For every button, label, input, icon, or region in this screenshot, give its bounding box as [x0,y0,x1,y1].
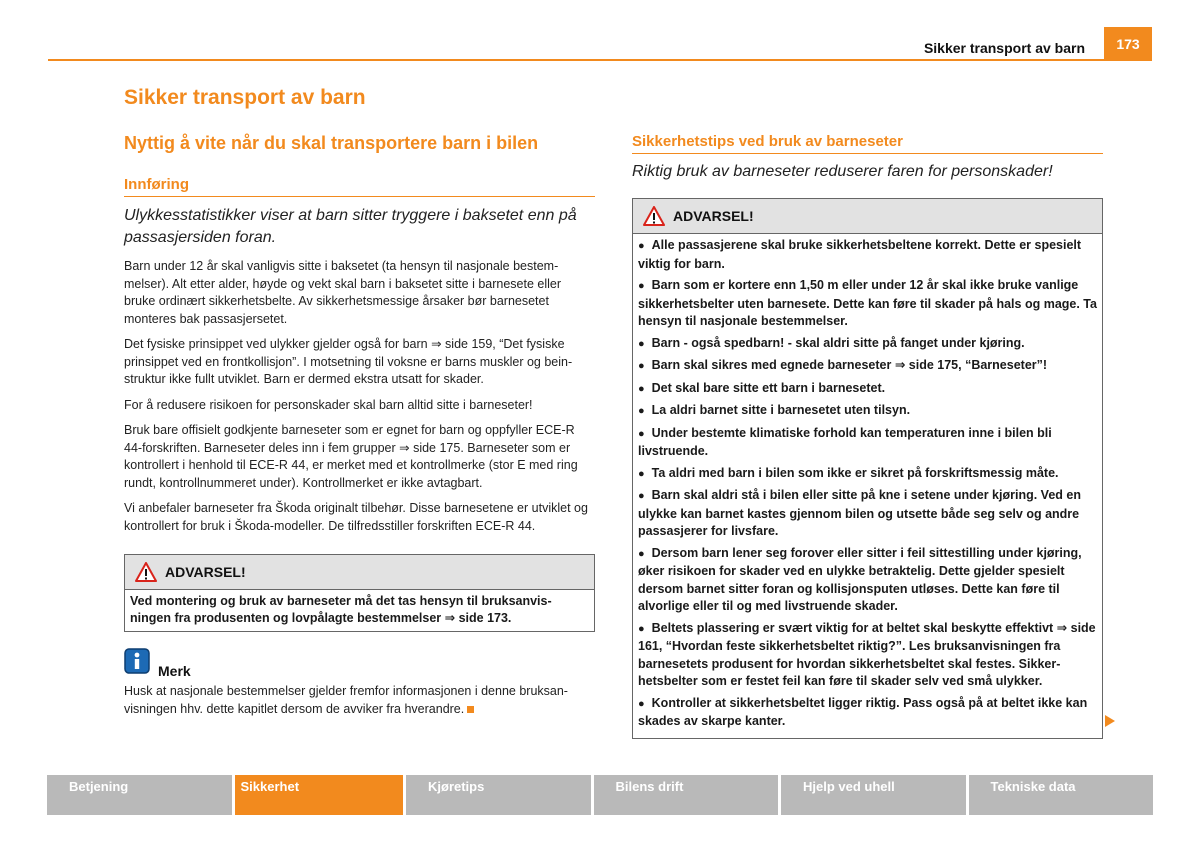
tips-lead: Riktig bruk av barneseter reduserer faren for personskader! [632,163,1053,180]
warning-text: Ved montering og bruk av barneseter må det tas hensyn til bruksanvis-ningen fra produsenten og lovpålagte bestemmelser ⇒ side 173. [130,594,552,625]
warning-title: ADVARSEL! [165,564,246,580]
nav-tab-betjening[interactable]: Betjening [47,775,232,815]
warning-list-item: ● Barn skal sikres med egnede barneseter ⇒ side 175, “Barneseter”! [638,357,1097,376]
nav-tab-hjelp-ved-uhell[interactable]: Hjelp ved uhell [781,775,966,815]
triangle-right-icon [1104,714,1116,733]
header-rule [48,59,1104,61]
end-marker-icon [467,706,474,713]
warning-list [633,234,1102,738]
note-text-block [124,683,595,718]
nav-tab-sikkerhet[interactable]: Sikkerhet [235,775,404,815]
warning-list-item: ● Under bestemte klimatiske forhold kan temperaturen inne i bilen bli livstruende. [638,425,1097,461]
warning-triangle-icon [643,206,665,226]
running-title: Sikker transport av barn [923,40,1085,56]
warning-list-item: ● Ta aldri med barn i bilen som ikke er sikret på forskriftsmessig måte. [638,465,1097,484]
warning-title: ADVARSEL! [673,208,754,224]
right-warning-box [632,198,1103,739]
left-warning-box [124,554,595,632]
intro-heading: Innføring [124,176,595,197]
warning-list-item: ● Kontroller at sikkerhetsbeltet ligger riktig. Pass også på at beltet ikke kan skades av skarpe kanter. [638,695,1097,731]
warning-header [125,555,594,590]
warning-header [633,199,1102,234]
intro-paragraph: Det fysiske prinsippet ved ulykker gjelder også for barn ⇒ side 159, “Det fysiske prinsippet ved en frontkollisjon”. I motsetning til voksne er barns muskler og bein-struktur ikke fullt utviklet. Barn er dermed ekstra utsatt for skader. [124,337,573,386]
footer-nav [47,775,1153,815]
intro-paragraph: For å redusere risikoen for personskader skal barn alltid sitte i barneseter! [124,397,533,412]
page-number: 173 [1104,27,1152,61]
warning-list-item: ● Barn skal aldri stå i bilen eller sitte på kne i setene under kjøring. Ved en ulykke kan barnet kastes gjennom bilen og utsette både seg selv og andre passasjerer for livsfare. [638,487,1097,541]
intro-paragraph: Barn under 12 år skal vanligvis sitte i baksetet (ta hensyn til nasjonale bestem-melser). Alt etter alder, høyde og vekt skal barn i baksetet sitte i barnesete eller bruke ordinært sikkerhetsbelte. Av sikkerhetsmessige årsaker bør barnesetet monteres bak passasjersetet. [124,259,562,326]
nav-tab-kjoretips[interactable]: Kjøretips [406,775,591,815]
note-title: Merk [158,663,191,679]
section-title: Sikker transport av barn [124,86,366,109]
subsection-title: Nyttig å vite når du skal transportere barn i bilen [124,133,539,153]
warning-list-item: ● Dersom barn lener seg forover eller sitter i feil sittestilling under kjøring, øker risikoen for skader ved en ulykke betraktelig. Dette gjelder spesielt dersom barnet sitter foran og kollisjonsputen utløses. Dette kan føre til alvorlige eller til og med livstruende skader. [638,545,1097,616]
warning-list-item: ● La aldri barnet sitte i barnesetet uten tilsyn. [638,402,1097,421]
nav-tab-bilens-drift[interactable]: Bilens drift [594,775,779,815]
note [124,648,595,718]
intro-body [124,258,595,543]
note-text: Husk at nasjonale bestemmelser gjelder fremfor informasjonen i denne bruksan-visningen hhv. dette kapitlet dersom de avviker fra hverandre. [124,684,568,716]
warning-list-item: ● Det skal bare sitte ett barn i barnesetet. [638,380,1097,399]
intro-lead: Ulykkesstatistikker viser at barn sitter tryggere i baksetet enn på passasjersiden foran. [124,207,577,246]
warning-list-item: ● Beltets plassering er svært viktig for at beltet skal beskytte effektivt ⇒ side 161, “Hvordan feste sikkerhetsbeltet riktig?”. Les bruksanvisningen fra barnesetets produsent for hvordan sikkerhetsbeltet skal festes. Sikker-hetsbelter som er festet feil kan føre til skader selv ved små ulykker. [638,620,1097,691]
warning-list-item: ● Barn som er kortere enn 1,50 m eller under 12 år skal ikke bruke vanlige sikkerhetsbelter uten barnesete. Dette kan føre til skader på hals og mage. Ta hensyn til nasjonale bestemmelser. [638,277,1097,331]
warning-list-item: ● Barn - også spedbarn! - skal aldri sitte på fanget under kjøring. [638,335,1097,354]
warning-list-item: ● Alle passasjerene skal bruke sikkerhetsbeltene korrekt. Dette er spesielt viktig for barn. [638,237,1097,273]
nav-tab-tekniske-data[interactable]: Tekniske data [969,775,1154,815]
tips-heading: Sikkerhetstips ved bruk av barneseter [632,133,1103,154]
intro-paragraph: Vi anbefaler barneseter fra Škoda originalt tilbehør. Disse barnesetene er utviklet og kontrollert for bruk i Škoda-modeller. De tilfredsstiller forskriften ECE-R 44. [124,501,588,533]
note-header [124,648,595,679]
info-icon [124,648,150,679]
intro-paragraph: Bruk bare offisielt godkjente barneseter som er egnet for barn og oppfyller ECE-R 44-forskriften. Barneseter deles inn i fem grupper ⇒ side 175. Barneseter som er kontrollert i henhold til ECE-R 44, er merket med et kontrollmerke (stor E med ring rundt, kontrollnummeret under). Kontrollmerket er ikke avtagbart. [124,423,578,490]
warning-triangle-icon [135,562,157,582]
